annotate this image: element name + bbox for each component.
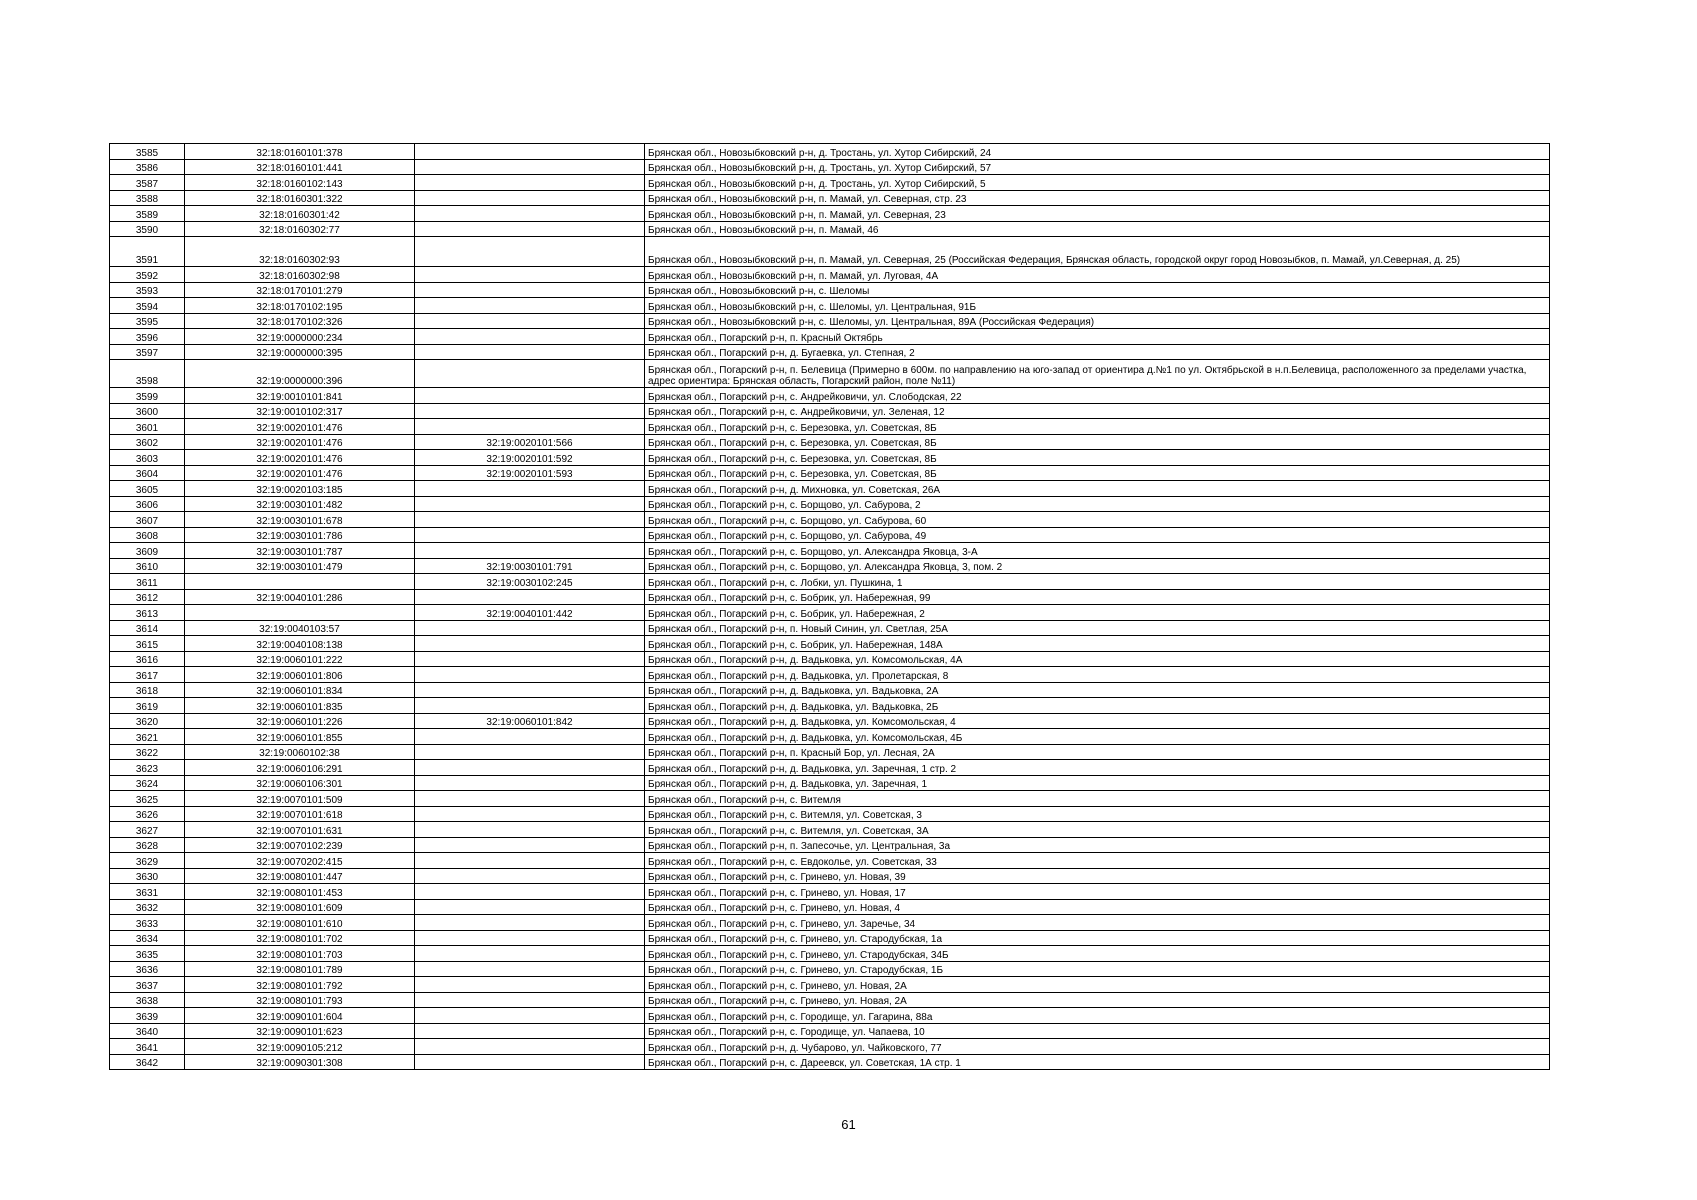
cadastral-number-cell: 32:19:0070101:631 (185, 822, 415, 838)
address-cell: Брянская обл., Погарский р-н, с. Андрейковичи, ул. Зеленая, 12 (645, 403, 1550, 419)
row-number-cell: 3614 (110, 620, 185, 636)
address-cell: Брянская обл., Погарский р-н, с. Гринево, ул. Стародубская, 34Б (645, 946, 1550, 962)
row-number-cell: 3608 (110, 527, 185, 543)
address-cell: Брянская обл., Погарский р-н, д. Вадьковка, ул. Комсомольская, 4 (645, 713, 1550, 729)
related-cadastral-number-cell (415, 946, 645, 962)
related-cadastral-number-cell (415, 682, 645, 698)
related-cadastral-number-cell (415, 930, 645, 946)
address-cell: Брянская обл., Погарский р-н, д. Вадьковка, ул. Пролетарская, 8 (645, 667, 1550, 683)
cadastral-number-cell: 32:18:0160302:93 (185, 237, 415, 267)
related-cadastral-number-cell (415, 496, 645, 512)
table-row (110, 946, 1550, 962)
related-cadastral-number-cell (415, 636, 645, 652)
related-cadastral-number-cell (415, 992, 645, 1008)
row-number-cell: 3611 (110, 574, 185, 590)
table-row (110, 915, 1550, 931)
row-number-cell: 3624 (110, 775, 185, 791)
related-cadastral-number-cell (415, 884, 645, 900)
address-cell: Брянская обл., Новозыбковский р-н, п. Мамай, 46 (645, 221, 1550, 237)
related-cadastral-number-cell (415, 822, 645, 838)
row-number-cell: 3628 (110, 837, 185, 853)
cadastral-number-cell: 32:19:0090301:308 (185, 1054, 415, 1070)
row-number-cell: 3596 (110, 329, 185, 345)
address-cell: Брянская обл., Погарский р-н, с. Витемля (645, 791, 1550, 807)
table-row (110, 574, 1550, 590)
table-row (110, 465, 1550, 481)
related-cadastral-number-cell (415, 159, 645, 175)
address-cell: Брянская обл., Погарский р-н, с. Городище, ул. Чапаева, 10 (645, 1023, 1550, 1039)
related-cadastral-number-cell: 32:19:0060101:842 (415, 713, 645, 729)
address-cell: Брянская обл., Погарский р-н, с. Березовка, ул. Советская, 8Б (645, 450, 1550, 466)
address-cell: Брянская обл., Погарский р-н, с. Лобки, ул. Пушкина, 1 (645, 574, 1550, 590)
table-row (110, 344, 1550, 360)
table-row (110, 775, 1550, 791)
cadastral-number-cell: 32:19:0070101:618 (185, 806, 415, 822)
address-cell: Брянская обл., Погарский р-н, с. Гринево, ул. Новая, 2А (645, 977, 1550, 993)
row-number-cell: 3623 (110, 760, 185, 776)
related-cadastral-number-cell (415, 237, 645, 267)
table-row (110, 206, 1550, 222)
table-row (110, 713, 1550, 729)
related-cadastral-number-cell: 32:19:0020101:592 (415, 450, 645, 466)
related-cadastral-number-cell (415, 190, 645, 206)
table-row (110, 144, 1550, 160)
address-cell: Брянская обл., Погарский р-н, д. Вадьковка, ул. Заречная, 1 (645, 775, 1550, 791)
row-number-cell: 3638 (110, 992, 185, 1008)
table-row (110, 620, 1550, 636)
address-cell: Брянская обл., Новозыбковский р-н, д. Тростань, ул. Хутор Сибирский, 24 (645, 144, 1550, 160)
cadastral-number-cell: 32:19:0070202:415 (185, 853, 415, 869)
table-row (110, 992, 1550, 1008)
table-row (110, 589, 1550, 605)
address-cell: Брянская обл., Погарский р-н, с. Гринево, ул. Новая, 17 (645, 884, 1550, 900)
row-number-cell: 3632 (110, 899, 185, 915)
address-cell: Брянская обл., Погарский р-н, с. Евдоколье, ул. Советская, 33 (645, 853, 1550, 869)
related-cadastral-number-cell (415, 344, 645, 360)
cadastral-number-cell (185, 574, 415, 590)
address-cell: Брянская обл., Погарский р-н, п. Белевица (Примерно в 600м. по направлению на юго-запад от ориентира д.№1 по ул. Октябрьской в н.п.Белевица, расположенного за пределами участка, адрес ориентира: Брянская область, Погарский район, поле №11) (645, 360, 1550, 388)
related-cadastral-number-cell (415, 868, 645, 884)
row-number-cell: 3642 (110, 1054, 185, 1070)
related-cadastral-number-cell (415, 282, 645, 298)
cadastral-number-cell: 32:19:0080101:702 (185, 930, 415, 946)
row-number-cell: 3640 (110, 1023, 185, 1039)
row-number-cell: 3604 (110, 465, 185, 481)
cadastral-number-cell: 32:19:0000000:396 (185, 360, 415, 388)
related-cadastral-number-cell (415, 175, 645, 191)
address-cell: Брянская обл., Погарский р-н, п. Красный Октябрь (645, 329, 1550, 345)
table-row (110, 527, 1550, 543)
row-number-cell: 3631 (110, 884, 185, 900)
related-cadastral-number-cell (415, 1054, 645, 1070)
related-cadastral-number-cell (415, 298, 645, 314)
row-number-cell: 3600 (110, 403, 185, 419)
address-cell: Брянская обл., Погарский р-н, п. Красный Бор, ул. Лесная, 2А (645, 744, 1550, 760)
row-number-cell: 3609 (110, 543, 185, 559)
address-cell: Брянская обл., Новозыбковский р-н, п. Мамай, ул. Луговая, 4А (645, 267, 1550, 283)
table-row (110, 806, 1550, 822)
related-cadastral-number-cell: 32:19:0040101:442 (415, 605, 645, 621)
cadastral-number-cell: 32:19:0060101:806 (185, 667, 415, 683)
address-cell: Брянская обл., Погарский р-н, д. Вадьковка, ул. Вадьковка, 2А (645, 682, 1550, 698)
table-row (110, 698, 1550, 714)
address-cell: Брянская обл., Погарский р-н, с. Витемля, ул. Советская, 3А (645, 822, 1550, 838)
related-cadastral-number-cell (415, 360, 645, 388)
table-row (110, 729, 1550, 745)
related-cadastral-number-cell (415, 206, 645, 222)
related-cadastral-number-cell (415, 313, 645, 329)
address-cell: Брянская обл., Новозыбковский р-н, п. Мамай, ул. Северная, 25 (Российская Федерация, Брянская область, городской округ город Новозыбков, п. Мамай, ул.Северная, д. 25) (645, 237, 1550, 267)
address-cell: Брянская обл., Погарский р-н, с. Борщово, ул. Сабурова, 60 (645, 512, 1550, 528)
related-cadastral-number-cell (415, 144, 645, 160)
table-row (110, 313, 1550, 329)
table-row (110, 868, 1550, 884)
cadastral-number-cell: 32:19:0080101:793 (185, 992, 415, 1008)
related-cadastral-number-cell (415, 791, 645, 807)
cadastral-number-cell: 32:19:0080101:447 (185, 868, 415, 884)
cadastral-number-cell: 32:19:0080101:453 (185, 884, 415, 900)
address-cell: Брянская обл., Погарский р-н, с. Витемля, ул. Советская, 3 (645, 806, 1550, 822)
row-number-cell: 3641 (110, 1039, 185, 1055)
row-number-cell: 3585 (110, 144, 185, 160)
related-cadastral-number-cell: 32:19:0030102:245 (415, 574, 645, 590)
address-cell: Брянская обл., Погарский р-н, с. Березовка, ул. Советская, 8Б (645, 419, 1550, 435)
address-cell: Брянская обл., Погарский р-н, с. Березовка, ул. Советская, 8Б (645, 465, 1550, 481)
cadastral-number-cell: 32:19:0060106:291 (185, 760, 415, 776)
related-cadastral-number-cell (415, 915, 645, 931)
address-cell: Брянская обл., Погарский р-н, с. Гринево, ул. Стародубская, 1Б (645, 961, 1550, 977)
related-cadastral-number-cell (415, 620, 645, 636)
related-cadastral-number-cell: 32:19:0020101:566 (415, 434, 645, 450)
address-cell: Брянская обл., Погарский р-н, с. Гринево, ул. Стародубская, 1а (645, 930, 1550, 946)
address-cell: Брянская обл., Погарский р-н, с. Березовка, ул. Советская, 8Б (645, 434, 1550, 450)
table-row (110, 175, 1550, 191)
cadastral-number-cell: 32:18:0160102:143 (185, 175, 415, 191)
cadastral-number-cell: 32:19:0060101:835 (185, 698, 415, 714)
address-cell: Брянская обл., Погарский р-н, д. Чубарово, ул. Чайковского, 77 (645, 1039, 1550, 1055)
row-number-cell: 3598 (110, 360, 185, 388)
row-number-cell: 3602 (110, 434, 185, 450)
row-number-cell: 3616 (110, 651, 185, 667)
row-number-cell: 3606 (110, 496, 185, 512)
row-number-cell: 3590 (110, 221, 185, 237)
table-row (110, 360, 1550, 388)
cadastral-number-cell: 32:19:0060101:222 (185, 651, 415, 667)
related-cadastral-number-cell (415, 512, 645, 528)
cadastral-number-cell: 32:19:0010101:841 (185, 388, 415, 404)
cadastral-number-cell: 32:19:0030101:482 (185, 496, 415, 512)
row-number-cell: 3607 (110, 512, 185, 528)
table-row (110, 899, 1550, 915)
address-cell: Брянская обл., Новозыбковский р-н, д. Тростань, ул. Хутор Сибирский, 5 (645, 175, 1550, 191)
cadastral-number-cell: 32:19:0010102:317 (185, 403, 415, 419)
row-number-cell: 3595 (110, 313, 185, 329)
table-row (110, 543, 1550, 559)
address-cell: Брянская обл., Погарский р-н, д. Вадьковка, ул. Вадьковка, 2Б (645, 698, 1550, 714)
table-row (110, 1023, 1550, 1039)
row-number-cell: 3619 (110, 698, 185, 714)
address-cell: Брянская обл., Погарский р-н, с. Гринево, ул. Новая, 39 (645, 868, 1550, 884)
table-row (110, 1008, 1550, 1024)
address-cell: Брянская обл., Новозыбковский р-н, п. Мамай, ул. Северная, стр. 23 (645, 190, 1550, 206)
cadastral-number-cell: 32:19:0040103:57 (185, 620, 415, 636)
address-cell: Брянская обл., Погарский р-н, с. Бобрик, ул. Набережная, 148А (645, 636, 1550, 652)
row-number-cell: 3629 (110, 853, 185, 869)
cadastral-number-cell: 32:19:0030101:479 (185, 558, 415, 574)
row-number-cell: 3627 (110, 822, 185, 838)
row-number-cell: 3594 (110, 298, 185, 314)
table-row (110, 667, 1550, 683)
table-row (110, 1054, 1550, 1070)
cadastral-number-cell: 32:19:0080101:703 (185, 946, 415, 962)
related-cadastral-number-cell (415, 1008, 645, 1024)
row-number-cell: 3597 (110, 344, 185, 360)
row-number-cell: 3613 (110, 605, 185, 621)
table-row (110, 329, 1550, 345)
row-number-cell: 3603 (110, 450, 185, 466)
row-number-cell: 3587 (110, 175, 185, 191)
cadastral-number-cell: 32:19:0040101:286 (185, 589, 415, 605)
table-row (110, 419, 1550, 435)
address-cell: Брянская обл., Погарский р-н, д. Вадьковка, ул. Комсомольская, 4Б (645, 729, 1550, 745)
table-row (110, 434, 1550, 450)
cadastral-number-cell: 32:19:0060101:855 (185, 729, 415, 745)
row-number-cell: 3605 (110, 481, 185, 497)
related-cadastral-number-cell (415, 651, 645, 667)
cadastral-number-cell: 32:18:0160101:441 (185, 159, 415, 175)
cadastral-number-cell: 32:18:0160101:378 (185, 144, 415, 160)
row-number-cell: 3636 (110, 961, 185, 977)
row-number-cell: 3610 (110, 558, 185, 574)
table-row (110, 512, 1550, 528)
cadastral-number-cell: 32:19:0060101:834 (185, 682, 415, 698)
address-cell: Брянская обл., Погарский р-н, с. Городище, ул. Гагарина, 88а (645, 1008, 1550, 1024)
related-cadastral-number-cell (415, 527, 645, 543)
table-row (110, 651, 1550, 667)
table-row (110, 791, 1550, 807)
table-row (110, 636, 1550, 652)
row-number-cell: 3639 (110, 1008, 185, 1024)
table-row (110, 237, 1550, 267)
related-cadastral-number-cell (415, 267, 645, 283)
row-number-cell: 3633 (110, 915, 185, 931)
address-cell: Брянская обл., Погарский р-н, д. Михновка, ул. Советская, 26А (645, 481, 1550, 497)
cadastral-number-cell: 32:19:0080101:609 (185, 899, 415, 915)
row-number-cell: 3586 (110, 159, 185, 175)
address-cell: Брянская обл., Погарский р-н, с. Борщово, ул. Александра Яковца, 3-А (645, 543, 1550, 559)
related-cadastral-number-cell (415, 899, 645, 915)
cadastral-number-cell: 32:19:0060102:38 (185, 744, 415, 760)
related-cadastral-number-cell: 32:19:0020101:593 (415, 465, 645, 481)
table-row (110, 159, 1550, 175)
cadastral-number-cell: 32:19:0020103:185 (185, 481, 415, 497)
address-cell: Брянская обл., Новозыбковский р-н, с. Шеломы (645, 282, 1550, 298)
cadastral-number-cell: 32:18:0160302:98 (185, 267, 415, 283)
related-cadastral-number-cell (415, 667, 645, 683)
address-cell: Брянская обл., Погарский р-н, д. Вадьковка, ул. Заречная, 1 стр. 2 (645, 760, 1550, 776)
address-cell: Брянская обл., Погарский р-н, д. Вадьковка, ул. Комсомольская, 4А (645, 651, 1550, 667)
cadastral-number-cell: 32:19:0020101:476 (185, 450, 415, 466)
table-row (110, 267, 1550, 283)
table-row (110, 884, 1550, 900)
table-row (110, 298, 1550, 314)
related-cadastral-number-cell (415, 543, 645, 559)
row-number-cell: 3621 (110, 729, 185, 745)
cadastral-number-cell: 32:18:0170102:195 (185, 298, 415, 314)
cadastral-number-cell: 32:19:0080101:789 (185, 961, 415, 977)
cadastral-number-cell: 32:19:0060101:226 (185, 713, 415, 729)
table-row (110, 388, 1550, 404)
related-cadastral-number-cell (415, 388, 645, 404)
related-cadastral-number-cell (415, 1039, 645, 1055)
address-cell: Брянская обл., Погарский р-н, с. Гринево, ул. Новая, 4 (645, 899, 1550, 915)
cadastral-number-cell: 32:19:0090105:212 (185, 1039, 415, 1055)
table-row (110, 682, 1550, 698)
row-number-cell: 3589 (110, 206, 185, 222)
table-row (110, 1039, 1550, 1055)
table-row (110, 837, 1550, 853)
related-cadastral-number-cell (415, 806, 645, 822)
row-number-cell: 3588 (110, 190, 185, 206)
row-number-cell: 3634 (110, 930, 185, 946)
address-cell: Брянская обл., Погарский р-н, п. Новый Синин, ул. Светлая, 25А (645, 620, 1550, 636)
registry-table-body (110, 144, 1550, 1070)
related-cadastral-number-cell (415, 837, 645, 853)
address-cell: Брянская обл., Погарский р-н, с. Борщово, ул. Сабурова, 49 (645, 527, 1550, 543)
table-row (110, 853, 1550, 869)
row-number-cell: 3618 (110, 682, 185, 698)
page-number: 61 (841, 1117, 856, 1132)
address-cell: Брянская обл., Погарский р-н, с. Андрейковичи, ул. Слободская, 22 (645, 388, 1550, 404)
address-cell: Брянская обл., Погарский р-н, с. Гринево, ул. Новая, 2А (645, 992, 1550, 1008)
address-cell: Брянская обл., Погарский р-н, с. Гринево, ул. Заречье, 34 (645, 915, 1550, 931)
cadastral-number-cell: 32:19:0090101:623 (185, 1023, 415, 1039)
cadastral-number-cell: 32:19:0030101:678 (185, 512, 415, 528)
row-number-cell: 3635 (110, 946, 185, 962)
related-cadastral-number-cell (415, 481, 645, 497)
address-cell: Брянская обл., Погарский р-н, с. Бобрик, ул. Набережная, 2 (645, 605, 1550, 621)
address-cell: Брянская обл., Погарский р-н, с. Борщово, ул. Александра Яковца, 3, пом. 2 (645, 558, 1550, 574)
related-cadastral-number-cell (415, 589, 645, 605)
address-cell: Брянская обл., Новозыбковский р-н, д. Тростань, ул. Хутор Сибирский, 57 (645, 159, 1550, 175)
address-cell: Брянская обл., Новозыбковский р-н, с. Шеломы, ул. Центральная, 89А (Российская Федерация) (645, 313, 1550, 329)
cadastral-number-cell: 32:18:0160301:42 (185, 206, 415, 222)
cadastral-number-cell: 32:19:0000000:395 (185, 344, 415, 360)
table-row (110, 930, 1550, 946)
table-row (110, 190, 1550, 206)
address-cell: Брянская обл., Погарский р-н, с. Борщово, ул. Сабурова, 2 (645, 496, 1550, 512)
row-number-cell: 3593 (110, 282, 185, 298)
table-row (110, 403, 1550, 419)
table-row (110, 558, 1550, 574)
row-number-cell: 3620 (110, 713, 185, 729)
row-number-cell: 3630 (110, 868, 185, 884)
address-cell: Брянская обл., Новозыбковский р-н, с. Шеломы, ул. Центральная, 91Б (645, 298, 1550, 314)
related-cadastral-number-cell (415, 760, 645, 776)
related-cadastral-number-cell (415, 775, 645, 791)
table-row (110, 221, 1550, 237)
table-row (110, 977, 1550, 993)
row-number-cell: 3637 (110, 977, 185, 993)
related-cadastral-number-cell (415, 744, 645, 760)
related-cadastral-number-cell (415, 419, 645, 435)
row-number-cell: 3615 (110, 636, 185, 652)
cadastral-number-cell: 32:18:0160301:322 (185, 190, 415, 206)
related-cadastral-number-cell (415, 221, 645, 237)
related-cadastral-number-cell: 32:19:0030101:791 (415, 558, 645, 574)
cadastral-number-cell: 32:19:0040108:138 (185, 636, 415, 652)
table-row (110, 450, 1550, 466)
row-number-cell: 3592 (110, 267, 185, 283)
related-cadastral-number-cell (415, 977, 645, 993)
related-cadastral-number-cell (415, 729, 645, 745)
cadastral-number-cell: 32:19:0090101:604 (185, 1008, 415, 1024)
cadastral-number-cell: 32:19:0080101:610 (185, 915, 415, 931)
cadastral-number-cell: 32:19:0020101:476 (185, 419, 415, 435)
cadastral-number-cell: 32:19:0020101:476 (185, 465, 415, 481)
related-cadastral-number-cell (415, 961, 645, 977)
row-number-cell: 3622 (110, 744, 185, 760)
address-cell: Брянская обл., Погарский р-н, п. Запесочье, ул. Центральная, 3а (645, 837, 1550, 853)
cadastral-number-cell: 32:19:0030101:786 (185, 527, 415, 543)
row-number-cell: 3617 (110, 667, 185, 683)
cadastral-number-cell: 32:19:0030101:787 (185, 543, 415, 559)
cadastral-number-cell: 32:18:0170101:279 (185, 282, 415, 298)
row-number-cell: 3625 (110, 791, 185, 807)
row-number-cell: 3612 (110, 589, 185, 605)
registry-table (109, 143, 1550, 1070)
table-row (110, 481, 1550, 497)
table-row (110, 744, 1550, 760)
related-cadastral-number-cell (415, 1023, 645, 1039)
table-row (110, 760, 1550, 776)
table-row (110, 496, 1550, 512)
cadastral-number-cell: 32:19:0020101:476 (185, 434, 415, 450)
related-cadastral-number-cell (415, 403, 645, 419)
table-row (110, 605, 1550, 621)
address-cell: Брянская обл., Погарский р-н, с. Дареевск, ул. Советская, 1А стр. 1 (645, 1054, 1550, 1070)
row-number-cell: 3601 (110, 419, 185, 435)
row-number-cell: 3591 (110, 237, 185, 267)
address-cell: Брянская обл., Новозыбковский р-н, п. Мамай, ул. Северная, 23 (645, 206, 1550, 222)
table-row (110, 961, 1550, 977)
table-row (110, 282, 1550, 298)
row-number-cell: 3626 (110, 806, 185, 822)
related-cadastral-number-cell (415, 329, 645, 345)
cadastral-number-cell (185, 605, 415, 621)
cadastral-number-cell: 32:18:0170102:326 (185, 313, 415, 329)
related-cadastral-number-cell (415, 698, 645, 714)
related-cadastral-number-cell (415, 853, 645, 869)
address-cell: Брянская обл., Погарский р-н, с. Бобрик, ул. Набережная, 99 (645, 589, 1550, 605)
row-number-cell: 3599 (110, 388, 185, 404)
cadastral-number-cell: 32:19:0000000:234 (185, 329, 415, 345)
address-cell: Брянская обл., Погарский р-н, д. Бугаевка, ул. Степная, 2 (645, 344, 1550, 360)
cadastral-number-cell: 32:19:0060106:301 (185, 775, 415, 791)
cadastral-number-cell: 32:19:0070101:509 (185, 791, 415, 807)
cadastral-number-cell: 32:19:0070102:239 (185, 837, 415, 853)
cadastral-number-cell: 32:19:0080101:792 (185, 977, 415, 993)
table-row (110, 822, 1550, 838)
cadastral-number-cell: 32:18:0160302:77 (185, 221, 415, 237)
